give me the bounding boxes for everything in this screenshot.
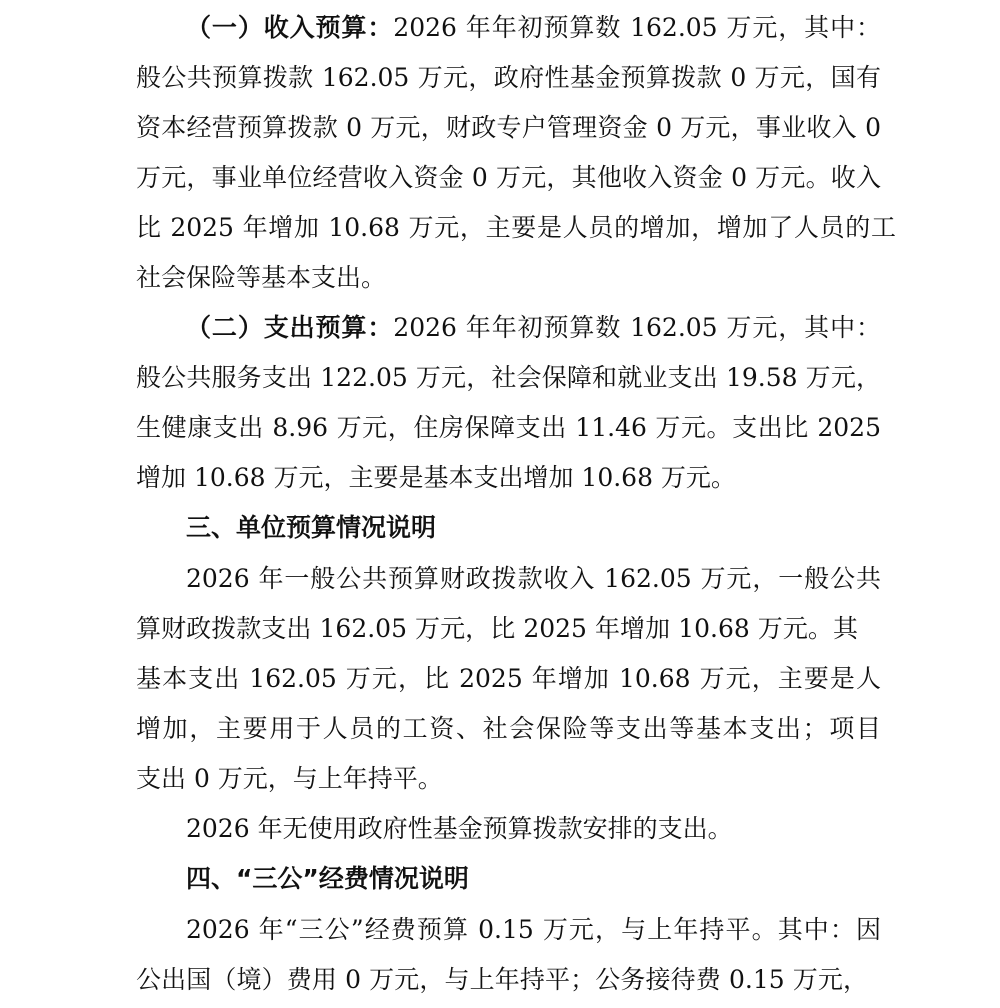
section-4-heading: 四、“三公”经费情况说明	[186, 864, 469, 893]
income-paragraph-line-1	[186, 12, 881, 44]
income-paragraph-line-6: 社会保险等基本支出。	[136, 263, 387, 292]
expense-paragraph-line-1	[186, 312, 881, 344]
section-3-line-3: 基本支出 162.05 万元，比 2025 年增加 10.68 万元，主要是人	[136, 664, 881, 693]
expense-paragraph-line-4: 增加 10.68 万元，主要是基本支出增加 10.68 万元。	[136, 463, 736, 492]
expense-text: 2026 年年初预算数 162.05 万元，其中：	[393, 313, 881, 342]
income-paragraph-line-3: 资本经营预算拨款 0 万元，财政专户管理资金 0 万元，事业收入 0	[136, 113, 881, 142]
income-text: 2026 年年初预算数 162.05 万元，其中：	[393, 13, 881, 42]
section-3-line-5: 支出 0 万元，与上年持平。	[136, 764, 443, 793]
section-4-line-1: 2026 年“三公”经费预算 0.15 万元，与上年持平。其中：因	[186, 915, 881, 944]
income-paragraph-line-5: 比 2025 年增加 10.68 万元，主要是人员的增加，增加了人员的工	[136, 213, 896, 242]
expense-paragraph-line-2: 般公共服务支出 122.05 万元，社会保障和就业支出 19.58 万元，	[136, 363, 881, 392]
section-3-line-4: 增加，主要用于人员的工资、社会保险等支出等基本支出；项目	[136, 714, 881, 743]
income-label: （一）收入预算：	[186, 13, 394, 42]
section-3-line-2: 算财政拨款支出 162.05 万元，比 2025 年增加 10.68 万元。其	[136, 614, 858, 643]
expense-label: （二）支出预算：	[186, 313, 394, 342]
income-paragraph-line-4: 万元，事业单位经营收入资金 0 万元，其他收入资金 0 万元。收入	[136, 163, 881, 192]
income-paragraph-line-2: 般公共预算拨款 162.05 万元，政府性基金预算拨款 0 万元，国有	[136, 63, 881, 92]
section-3-heading: 三、单位预算情况说明	[186, 513, 437, 542]
section-3-fund-line: 2026 年无使用政府性基金预算拨款安排的支出。	[186, 814, 733, 843]
section-3-line-1: 2026 年一般公共预算财政拨款收入 162.05 万元，一般公共	[186, 564, 881, 593]
expense-paragraph-line-3: 生健康支出 8.96 万元，住房保障支出 11.46 万元。支出比 2025	[136, 413, 881, 442]
section-4-line-2: 公出国（境）费用 0 万元，与上年持平；公务接待费 0.15 万元，	[136, 965, 868, 994]
